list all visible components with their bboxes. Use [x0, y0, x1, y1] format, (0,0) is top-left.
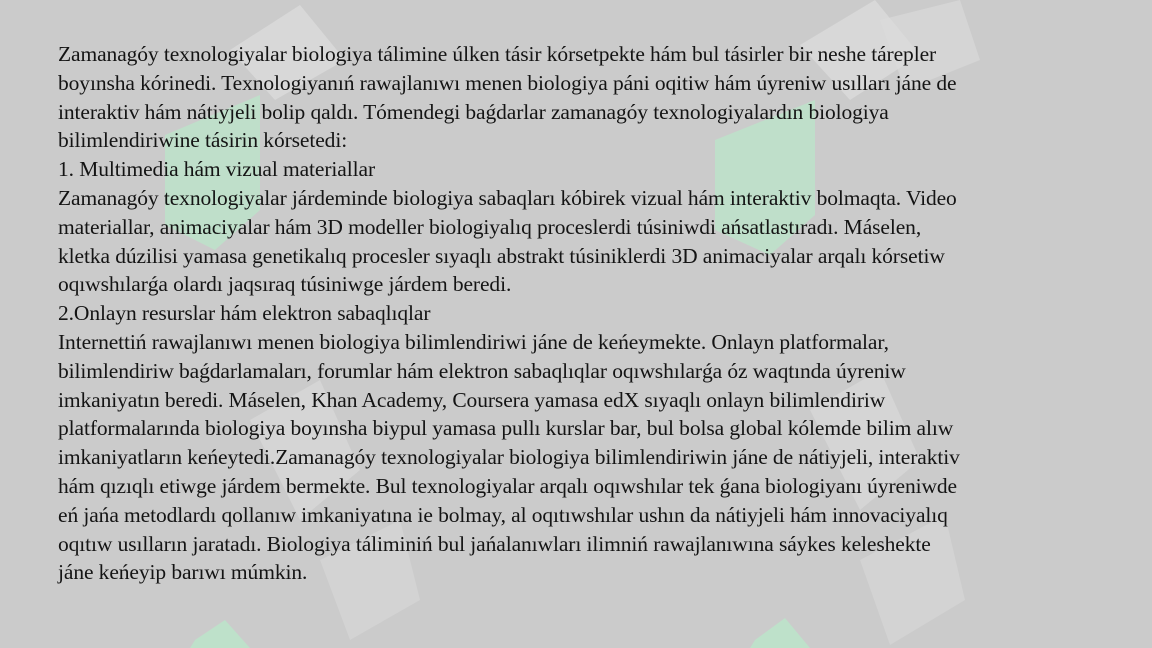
text-line: bilimlendiriwine tásirin kórsetedi:: [58, 128, 348, 153]
document-body: [58, 40, 1118, 587]
text-line: jáne keńeyip barıwı múmkin.: [58, 560, 308, 585]
text-line: materiallar, animaciyalar hám 3D modeller biologiyalıq proceslerdi túsiniwdi ańsatlastıradı. Máselen,: [58, 214, 922, 239]
section-heading: 1. Multimedia hám vizual materiallar: [58, 157, 376, 182]
text-line: oqıwshılarǵa olardı jaqsıraq túsiniwge járdem beredi.: [58, 272, 512, 297]
text-line: hám qızıqlı etiwge járdem bermekte. Bul texnologiyalar arqalı oqıwshılar tek ǵana biologiyanı úyreniwde: [58, 473, 957, 498]
text-line: imkaniyatların keńeytedi.Zamanagóy texnologiyalar biologiya bilimlendiriwin jáne de nátiyjeli, interaktiv: [58, 445, 960, 470]
text-line: bilimlendiriw baǵdarlamaları, forumlar hám elektron sabaqlıqlar oqıwshılarǵa óz waqtında úyreniw: [58, 358, 906, 383]
text-line: interaktiv hám nátiyjeli bolip qaldı. Tómendegi baǵdarlar zamanagóy texnologiyalardın biologiya: [58, 99, 889, 124]
text-line: oqıtıw usılların jaratadı. Biologiya táliminiń bul jańalanıwları ilimniń rawajlanıwına sáykes keleshekte: [58, 531, 931, 556]
text-line: eń jańa metodlardı qollanıw imkaniyatına ie bolmay, al oqıtıwshılar ushın da nátiyjeli hám innovaciyalıq: [58, 502, 948, 527]
text-line: boyınsha kórinedi. Texnologiyanıń rawajlanıwı menen biologiya páni oqitiw hám úyreniw usılları jáne de: [58, 70, 957, 95]
text-line: Zamanagóy texnologiyalar biologiya tálimine úlken tásir kórsetpekte hám bul tásirler bir neshe tárepler: [58, 42, 937, 66]
text-line: Internettiń rawajlanıwı menen biologiya bilimlendiriwi jáne de keńeymekte. Onlayn platformalar,: [58, 329, 889, 354]
text-line: Zamanagóy texnologiyalar járdeminde biologiya sabaqları kóbirek vizual hám interaktiv bolmaqta. Video: [58, 185, 957, 210]
text-line: kletka dúzilisi yamasa genetikalıq procesler sıyaqlı abstrakt túsiniklerdi 3D animaciyalar arqalı kórsetiw: [58, 243, 945, 268]
section-heading: 2.Onlayn resurslar hám elektron sabaqlıqlar: [58, 301, 431, 326]
text-line: imkaniyatın beredi. Máselen, Khan Academy, Coursera yamasa edX sıyaqlı onlayn bilimlendiriw: [58, 387, 886, 412]
text-line: platformalarında biologiya boyınsha biypul yamasa pullı kurslar bar, bul bolsa global kólemde bilim alıw: [58, 416, 954, 441]
